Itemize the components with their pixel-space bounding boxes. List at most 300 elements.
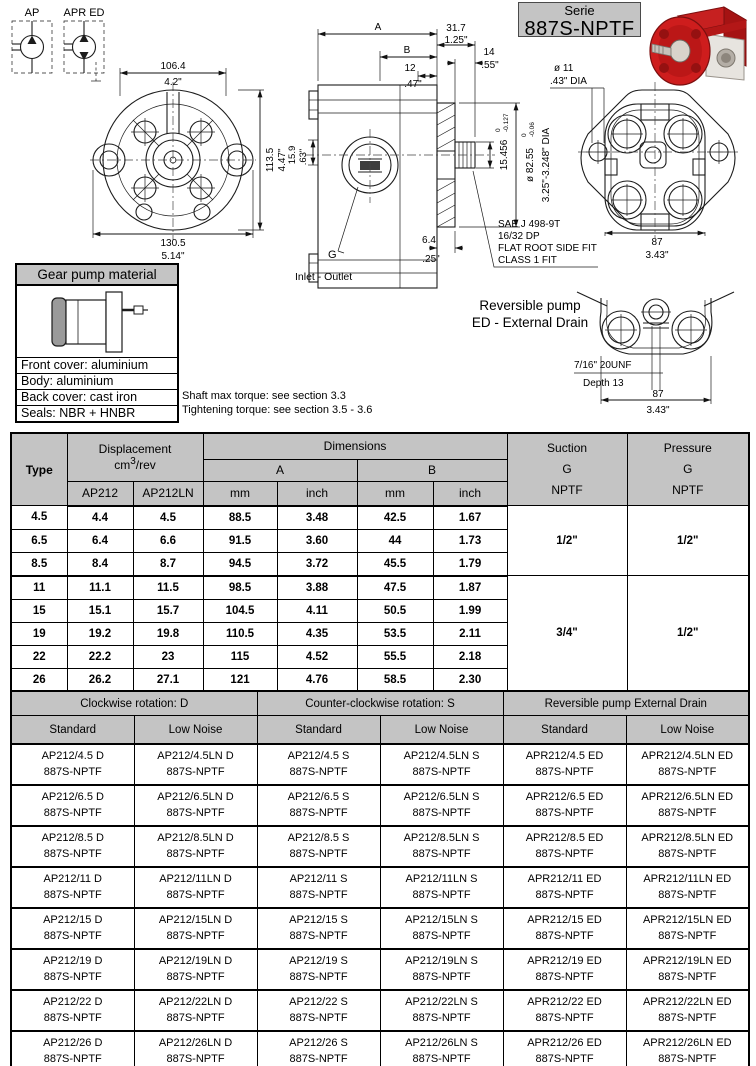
series-label: Serie <box>564 3 595 18</box>
material-box-title: Gear pump material <box>17 265 177 286</box>
dim-b-mm-cell: 58.5 <box>357 668 433 692</box>
group-header-counter-clockwise: Counter-clockwise rotation: S <box>257 691 503 716</box>
part-cell <box>380 908 503 949</box>
part-number: APR212/6.5 ED <box>525 790 604 803</box>
part-series-suffix: 887S-NPTF <box>412 847 471 860</box>
reversible-title-1: Reversible pump <box>479 298 581 313</box>
part-number: APR212/22LN ED <box>642 995 732 1008</box>
part-numbers-table-body <box>11 744 749 1066</box>
part-number: AP212/19LN D <box>158 954 233 967</box>
part-series-suffix: 887S-NPTF <box>658 1011 717 1024</box>
svg-text:.43" DIA: .43" DIA <box>550 76 587 87</box>
dim-a-mm-cell: 121 <box>203 668 277 692</box>
part-numbers-row <box>11 826 749 867</box>
part-number: AP212/26 S <box>289 1036 348 1049</box>
side-dim-12 <box>404 63 437 90</box>
disp-ap212ln-cell: 8.7 <box>133 552 203 576</box>
part-cell <box>626 990 749 1031</box>
part-number: APR212/19 ED <box>527 954 602 967</box>
part-cell <box>134 785 257 826</box>
part-series-suffix: 887S-NPTF <box>412 888 471 901</box>
subheader-lownoise-d: Low Noise <box>134 716 257 745</box>
part-numbers-row <box>11 908 749 949</box>
svg-text:7/16" 20UNF: 7/16" 20UNF <box>574 360 632 371</box>
part-cell <box>257 949 380 990</box>
svg-text:4.2": 4.2" <box>164 77 182 88</box>
col-header-pressure: Pressure G NPTF <box>627 433 749 506</box>
part-series-suffix: 887S-NPTF <box>412 1052 471 1065</box>
svg-text:SAE J 498-9T: SAE J 498-9T <box>498 219 561 230</box>
part-series-suffix: 887S-NPTF <box>535 847 594 860</box>
part-series-suffix: 887S-NPTF <box>289 888 348 901</box>
svg-text:G: G <box>328 249 337 261</box>
part-number: APR212/11LN ED <box>643 872 732 885</box>
part-series-suffix: 887S-NPTF <box>166 970 225 983</box>
part-series-suffix: 887S-NPTF <box>166 1052 225 1065</box>
part-series-suffix: 887S-NPTF <box>658 806 717 819</box>
disp-ap212ln-cell: 15.7 <box>133 599 203 622</box>
disp-ap212ln-cell: 6.6 <box>133 529 203 552</box>
part-cell <box>626 908 749 949</box>
part-cell <box>503 908 626 949</box>
dim-b-mm-cell: 55.5 <box>357 645 433 668</box>
disp-ap212ln-cell: 11.5 <box>133 576 203 600</box>
svg-text:130.5: 130.5 <box>160 238 186 249</box>
part-cell <box>257 867 380 908</box>
displacement-label: Displacement <box>98 442 172 457</box>
part-series-suffix: 887S-NPTF <box>289 970 348 983</box>
dim-b-inch-cell: 1.99 <box>433 599 507 622</box>
dim-a-mm-cell: 104.5 <box>203 599 277 622</box>
series-model: 887S-NPTF <box>524 18 635 41</box>
part-cell <box>626 1031 749 1066</box>
svg-text:87: 87 <box>651 237 663 248</box>
part-cell <box>503 867 626 908</box>
part-series-suffix: 887S-NPTF <box>535 1052 594 1065</box>
subheader-standard-d: Standard <box>11 716 134 745</box>
part-series-suffix: 887S-NPTF <box>289 765 348 778</box>
dim-b-inch-cell: 1.73 <box>433 529 507 552</box>
dim-type-cell: 15 <box>11 599 67 622</box>
part-number: AP212/22 S <box>289 995 348 1008</box>
dim-type-cell: 26 <box>11 668 67 692</box>
part-cell <box>626 949 749 990</box>
part-cell <box>503 949 626 990</box>
part-cell <box>380 949 503 990</box>
part-cell <box>380 785 503 826</box>
svg-text:15.456: 15.456 <box>499 139 510 171</box>
svg-text:3.43": 3.43" <box>645 250 669 261</box>
dim-a-mm-cell: 94.5 <box>203 552 277 576</box>
svg-text:B: B <box>403 45 411 56</box>
part-number: AP212/19 S <box>289 954 348 967</box>
part-numbers-row <box>11 990 749 1031</box>
disp-ap212ln-cell: 4.5 <box>133 506 203 530</box>
svg-text:-0.127: -0.127 <box>503 113 510 132</box>
dim-a-inch-cell: 4.11 <box>277 599 357 622</box>
symbol-ap-label: AP <box>24 7 40 19</box>
part-number: AP212/15 D <box>43 913 103 926</box>
part-series-suffix: 887S-NPTF <box>535 970 594 983</box>
part-number: AP212/22LN S <box>405 995 478 1008</box>
dim-a-inch-cell: 4.52 <box>277 645 357 668</box>
material-row-seals: Seals: NBR + HNBR <box>17 405 177 421</box>
dim-b-mm-cell: 50.5 <box>357 599 433 622</box>
dimensions-table <box>10 432 750 693</box>
part-series-suffix: 887S-NPTF <box>43 806 102 819</box>
dim-b-mm-cell: 44 <box>357 529 433 552</box>
svg-text:.55": .55" <box>481 60 499 71</box>
svg-text:1.25": 1.25" <box>444 35 468 46</box>
part-number: AP212/11LN S <box>405 872 478 885</box>
part-numbers-row <box>11 949 749 990</box>
part-series-suffix: 887S-NPTF <box>289 806 348 819</box>
dim-a-inch-cell: 4.76 <box>277 668 357 692</box>
part-cell <box>380 990 503 1031</box>
part-number: APR212/4.5LN ED <box>641 749 734 762</box>
part-number: AP212/6.5LN S <box>403 790 480 803</box>
dim-a-inch-cell: 3.48 <box>277 506 357 530</box>
part-number: AP212/26LN S <box>405 1036 478 1049</box>
material-row-back-cover: Back cover: cast iron <box>17 389 177 405</box>
col-header-a-inch: inch <box>277 481 357 506</box>
reversible-pump-view <box>455 290 756 422</box>
col-header-ap212ln: AP212LN <box>133 481 203 506</box>
part-series-suffix: 887S-NPTF <box>535 929 594 942</box>
svg-text:-0.06: -0.06 <box>529 122 536 137</box>
side-dim-14 <box>447 47 499 103</box>
part-series-suffix: 887S-NPTF <box>43 1052 102 1065</box>
rear-dim-pitch <box>605 232 705 261</box>
part-series-suffix: 887S-NPTF <box>166 847 225 860</box>
reversible-drawing <box>577 292 734 390</box>
part-number: AP212/26LN D <box>158 1036 233 1049</box>
part-number: AP212/11LN D <box>159 872 232 885</box>
part-series-suffix: 887S-NPTF <box>658 765 717 778</box>
part-series-suffix: 887S-NPTF <box>658 888 717 901</box>
side-dim-317 <box>437 23 475 137</box>
part-cell <box>11 908 134 949</box>
svg-text:0: 0 <box>521 133 528 137</box>
material-box <box>15 263 179 423</box>
part-series-suffix: 887S-NPTF <box>166 765 225 778</box>
part-number: APR212/11 ED <box>527 872 602 885</box>
disp-ap212-cell: 6.4 <box>67 529 133 552</box>
part-cell <box>380 867 503 908</box>
svg-text:0: 0 <box>495 128 502 132</box>
part-series-suffix: 887S-NPTF <box>43 847 102 860</box>
part-cell <box>380 744 503 785</box>
material-row-body: Body: aluminium <box>17 373 177 389</box>
part-number: APR212/26LN ED <box>642 1036 732 1049</box>
part-series-suffix: 887S-NPTF <box>535 806 594 819</box>
svg-text:12: 12 <box>404 63 416 74</box>
dim-b-inch-cell: 2.11 <box>433 622 507 645</box>
dim-b-inch-cell: 2.18 <box>433 645 507 668</box>
col-header-dimensions: Dimensions <box>203 433 507 459</box>
part-cell <box>257 744 380 785</box>
svg-text:16/32 DP: 16/32 DP <box>498 231 540 242</box>
part-series-suffix: 887S-NPTF <box>289 1052 348 1065</box>
dim-b-mm-cell: 42.5 <box>357 506 433 530</box>
group-header-reversible: Reversible pump External Drain <box>503 691 749 716</box>
part-series-suffix: 887S-NPTF <box>43 888 102 901</box>
pump-product-image <box>644 4 756 94</box>
part-number: APR212/15LN ED <box>642 913 732 926</box>
part-number: AP212/6.5LN D <box>157 790 234 803</box>
disp-ap212ln-cell: 23 <box>133 645 203 668</box>
dim-b-inch-cell: 2.30 <box>433 668 507 692</box>
part-numbers-row <box>11 744 749 785</box>
part-cell <box>503 744 626 785</box>
disp-ap212-cell: 19.2 <box>67 622 133 645</box>
svg-text:FLAT ROOT SIDE FIT: FLAT ROOT SIDE FIT <box>498 243 597 254</box>
part-number: AP212/4.5LN S <box>403 749 480 762</box>
part-series-suffix: 887S-NPTF <box>43 765 102 778</box>
part-numbers-row <box>11 785 749 826</box>
part-cell <box>134 1031 257 1066</box>
part-series-suffix: 887S-NPTF <box>166 888 225 901</box>
dim-type-cell: 4.5 <box>11 506 67 530</box>
svg-text:3.25"-3.248" DIA: 3.25"-3.248" DIA <box>541 127 552 203</box>
dim-a-inch-cell: 3.88 <box>277 576 357 600</box>
part-cell <box>503 990 626 1031</box>
pump-side-icon <box>42 290 152 354</box>
dimensions-table-row <box>11 506 749 530</box>
part-number: AP212/11 S <box>289 872 348 885</box>
part-cell <box>257 908 380 949</box>
part-series-suffix: 887S-NPTF <box>412 765 471 778</box>
dim-a-inch-cell: 3.60 <box>277 529 357 552</box>
svg-text:Depth 13: Depth 13 <box>583 378 624 389</box>
part-series-suffix: 887S-NPTF <box>658 929 717 942</box>
part-number: AP212/15 S <box>289 913 348 926</box>
disp-ap212-cell: 8.4 <box>67 552 133 576</box>
displacement-unit: $cm^3$/rev <box>114 456 156 473</box>
part-number: AP212/8.5 D <box>41 831 104 844</box>
part-number: AP212/4.5LN D <box>157 749 234 762</box>
col-header-dim-a: A <box>203 459 357 481</box>
part-cell <box>626 826 749 867</box>
part-series-suffix: 887S-NPTF <box>166 929 225 942</box>
part-series-suffix: 887S-NPTF <box>535 1011 594 1024</box>
side-dim-shaft <box>476 113 510 170</box>
disp-ap212ln-cell: 27.1 <box>133 668 203 692</box>
dim-type-cell: 8.5 <box>11 552 67 576</box>
dim-type-cell: 11 <box>11 576 67 600</box>
part-cell <box>134 949 257 990</box>
part-cell <box>503 826 626 867</box>
note-tightening-torque: Tightening torque: see section 3.5 - 3.6 <box>182 404 373 416</box>
note-shaft-torque: Shaft max torque: see section 3.3 <box>182 390 346 402</box>
svg-text:A: A <box>374 22 382 33</box>
svg-text:ø 11: ø 11 <box>554 63 574 74</box>
part-series-suffix: 887S-NPTF <box>535 765 594 778</box>
part-cell <box>11 785 134 826</box>
part-cell <box>11 826 134 867</box>
dim-a-inch-cell: 4.35 <box>277 622 357 645</box>
flange-hatching <box>437 103 455 227</box>
svg-text:.25": .25" <box>422 254 440 265</box>
dim-b-inch-cell: 1.67 <box>433 506 507 530</box>
part-number: AP212/15LN S <box>405 913 478 926</box>
disp-ap212-cell: 22.2 <box>67 645 133 668</box>
side-dim-159 <box>287 140 318 165</box>
part-cell <box>503 785 626 826</box>
part-number: AP212/8.5 S <box>287 831 350 844</box>
part-number: AP212/4.5 S <box>287 749 350 762</box>
material-row-front-cover: Front cover: aluminium <box>17 357 177 373</box>
disp-ap212-cell: 11.1 <box>67 576 133 600</box>
dim-a-mm-cell: 88.5 <box>203 506 277 530</box>
svg-text:113.5: 113.5 <box>265 147 276 173</box>
svg-text:6.4: 6.4 <box>422 235 436 246</box>
col-header-dim-b: B <box>357 459 507 481</box>
part-cell <box>134 908 257 949</box>
part-number: APR212/19LN ED <box>642 954 732 967</box>
part-number: APR212/15 ED <box>527 913 602 926</box>
symbol-ap-drawing <box>12 21 52 73</box>
dim-type-cell: 22 <box>11 645 67 668</box>
svg-text:ø 82.55: ø 82.55 <box>525 148 536 182</box>
part-series-suffix: 887S-NPTF <box>43 1011 102 1024</box>
part-series-suffix: 887S-NPTF <box>166 806 225 819</box>
part-cell <box>626 744 749 785</box>
part-number: AP212/22 D <box>43 995 103 1008</box>
col-header-suction: Suction G NPTF <box>507 433 627 506</box>
part-cell <box>11 990 134 1031</box>
disp-ap212ln-cell: 19.8 <box>133 622 203 645</box>
dim-a-mm-cell: 98.5 <box>203 576 277 600</box>
part-number: AP212/11 D <box>43 872 102 885</box>
svg-text:3.43": 3.43" <box>646 405 670 416</box>
dim-b-inch-cell: 1.79 <box>433 552 507 576</box>
svg-text:4.47": 4.47" <box>277 148 288 172</box>
part-cell <box>257 785 380 826</box>
subheader-lownoise-ed: Low Noise <box>626 716 749 745</box>
subheader-standard-s: Standard <box>257 716 380 745</box>
col-header-ap212: AP212 <box>67 481 133 506</box>
part-series-suffix: 887S-NPTF <box>289 1011 348 1024</box>
pressure-size-cell: 1/2" <box>627 506 749 576</box>
part-numbers-table <box>10 690 750 1066</box>
svg-text:.47": .47" <box>404 79 422 90</box>
subheader-standard-ed: Standard <box>503 716 626 745</box>
svg-text:87: 87 <box>652 389 664 400</box>
col-header-b-inch: inch <box>433 481 507 506</box>
dim-a-inch-cell: 3.72 <box>277 552 357 576</box>
svg-text:106.4: 106.4 <box>160 61 186 72</box>
part-cell <box>380 826 503 867</box>
part-cell <box>257 826 380 867</box>
col-header-a-mm: mm <box>203 481 277 506</box>
dim-a-mm-cell: 110.5 <box>203 622 277 645</box>
svg-text:5.14": 5.14" <box>161 251 185 262</box>
part-cell <box>11 1031 134 1066</box>
part-cell <box>626 785 749 826</box>
part-number: AP212/8.5LN D <box>157 831 234 844</box>
part-series-suffix: 887S-NPTF <box>658 970 717 983</box>
rear-view-drawing <box>578 82 738 238</box>
dim-type-cell: 19 <box>11 622 67 645</box>
reversible-title-2: ED - External Drain <box>471 315 589 330</box>
part-series-suffix: 887S-NPTF <box>535 888 594 901</box>
col-header-type: Type <box>11 433 67 506</box>
dim-type-cell: 6.5 <box>11 529 67 552</box>
part-number: AP212/26 D <box>43 1036 103 1049</box>
disp-ap212-cell: 26.2 <box>67 668 133 692</box>
part-cell <box>134 744 257 785</box>
svg-text:31.7: 31.7 <box>446 23 466 34</box>
part-cell <box>503 1031 626 1066</box>
side-dim-64 <box>422 231 463 265</box>
part-number: APR212/22 ED <box>527 995 602 1008</box>
part-numbers-row <box>11 1031 749 1066</box>
svg-text:CLASS 1 FIT: CLASS 1 FIT <box>498 255 557 266</box>
part-series-suffix: 887S-NPTF <box>658 847 717 860</box>
part-number: AP212/22LN D <box>158 995 233 1008</box>
suction-size-cell: 3/4" <box>507 576 627 692</box>
part-cell <box>626 867 749 908</box>
part-series-suffix: 887S-NPTF <box>658 1052 717 1065</box>
pressure-size-cell: 1/2" <box>627 576 749 692</box>
dimensions-table-row <box>11 576 749 600</box>
part-series-suffix: 887S-NPTF <box>412 806 471 819</box>
front-view-drawing <box>90 82 256 240</box>
part-number: AP212/8.5LN S <box>403 831 480 844</box>
symbol-apred-label: APR ED <box>63 7 105 19</box>
dim-b-mm-cell: 53.5 <box>357 622 433 645</box>
part-cell <box>134 990 257 1031</box>
part-series-suffix: 887S-NPTF <box>412 1011 471 1024</box>
part-number: AP212/15LN D <box>158 913 233 926</box>
part-numbers-row <box>11 867 749 908</box>
part-number: AP212/6.5 D <box>41 790 104 803</box>
part-series-suffix: 887S-NPTF <box>43 970 102 983</box>
part-cell <box>257 1031 380 1066</box>
col-header-b-mm: mm <box>357 481 433 506</box>
svg-text:.63": .63" <box>298 148 309 166</box>
dim-b-mm-cell: 47.5 <box>357 576 433 600</box>
part-cell <box>134 826 257 867</box>
part-number: APR212/8.5LN ED <box>641 831 734 844</box>
dim-a-mm-cell: 91.5 <box>203 529 277 552</box>
part-number: APR212/4.5 ED <box>525 749 604 762</box>
material-box-image <box>17 286 177 357</box>
part-series-suffix: 887S-NPTF <box>43 929 102 942</box>
part-cell <box>11 867 134 908</box>
part-series-suffix: 887S-NPTF <box>166 1011 225 1024</box>
part-cell <box>11 949 134 990</box>
dim-b-mm-cell: 45.5 <box>357 552 433 576</box>
part-number: APR212/26 ED <box>527 1036 602 1049</box>
series-title-box <box>518 2 641 41</box>
part-number: AP212/4.5 D <box>41 749 104 762</box>
dim-b-inch-cell: 1.87 <box>433 576 507 600</box>
part-series-suffix: 887S-NPTF <box>412 929 471 942</box>
reversible-dims <box>574 356 711 416</box>
disp-ap212-cell: 15.1 <box>67 599 133 622</box>
disp-ap212-cell: 4.4 <box>67 506 133 530</box>
subheader-lownoise-s: Low Noise <box>380 716 503 745</box>
part-number: AP212/6.5 S <box>287 790 350 803</box>
svg-text:15.9: 15.9 <box>287 145 298 165</box>
part-series-suffix: 887S-NPTF <box>289 847 348 860</box>
part-number: APR212/8.5 ED <box>525 831 604 844</box>
part-cell <box>134 867 257 908</box>
svg-text:Inlet - Outlet: Inlet - Outlet <box>295 271 353 283</box>
group-header-clockwise: Clockwise rotation: D <box>11 691 257 716</box>
